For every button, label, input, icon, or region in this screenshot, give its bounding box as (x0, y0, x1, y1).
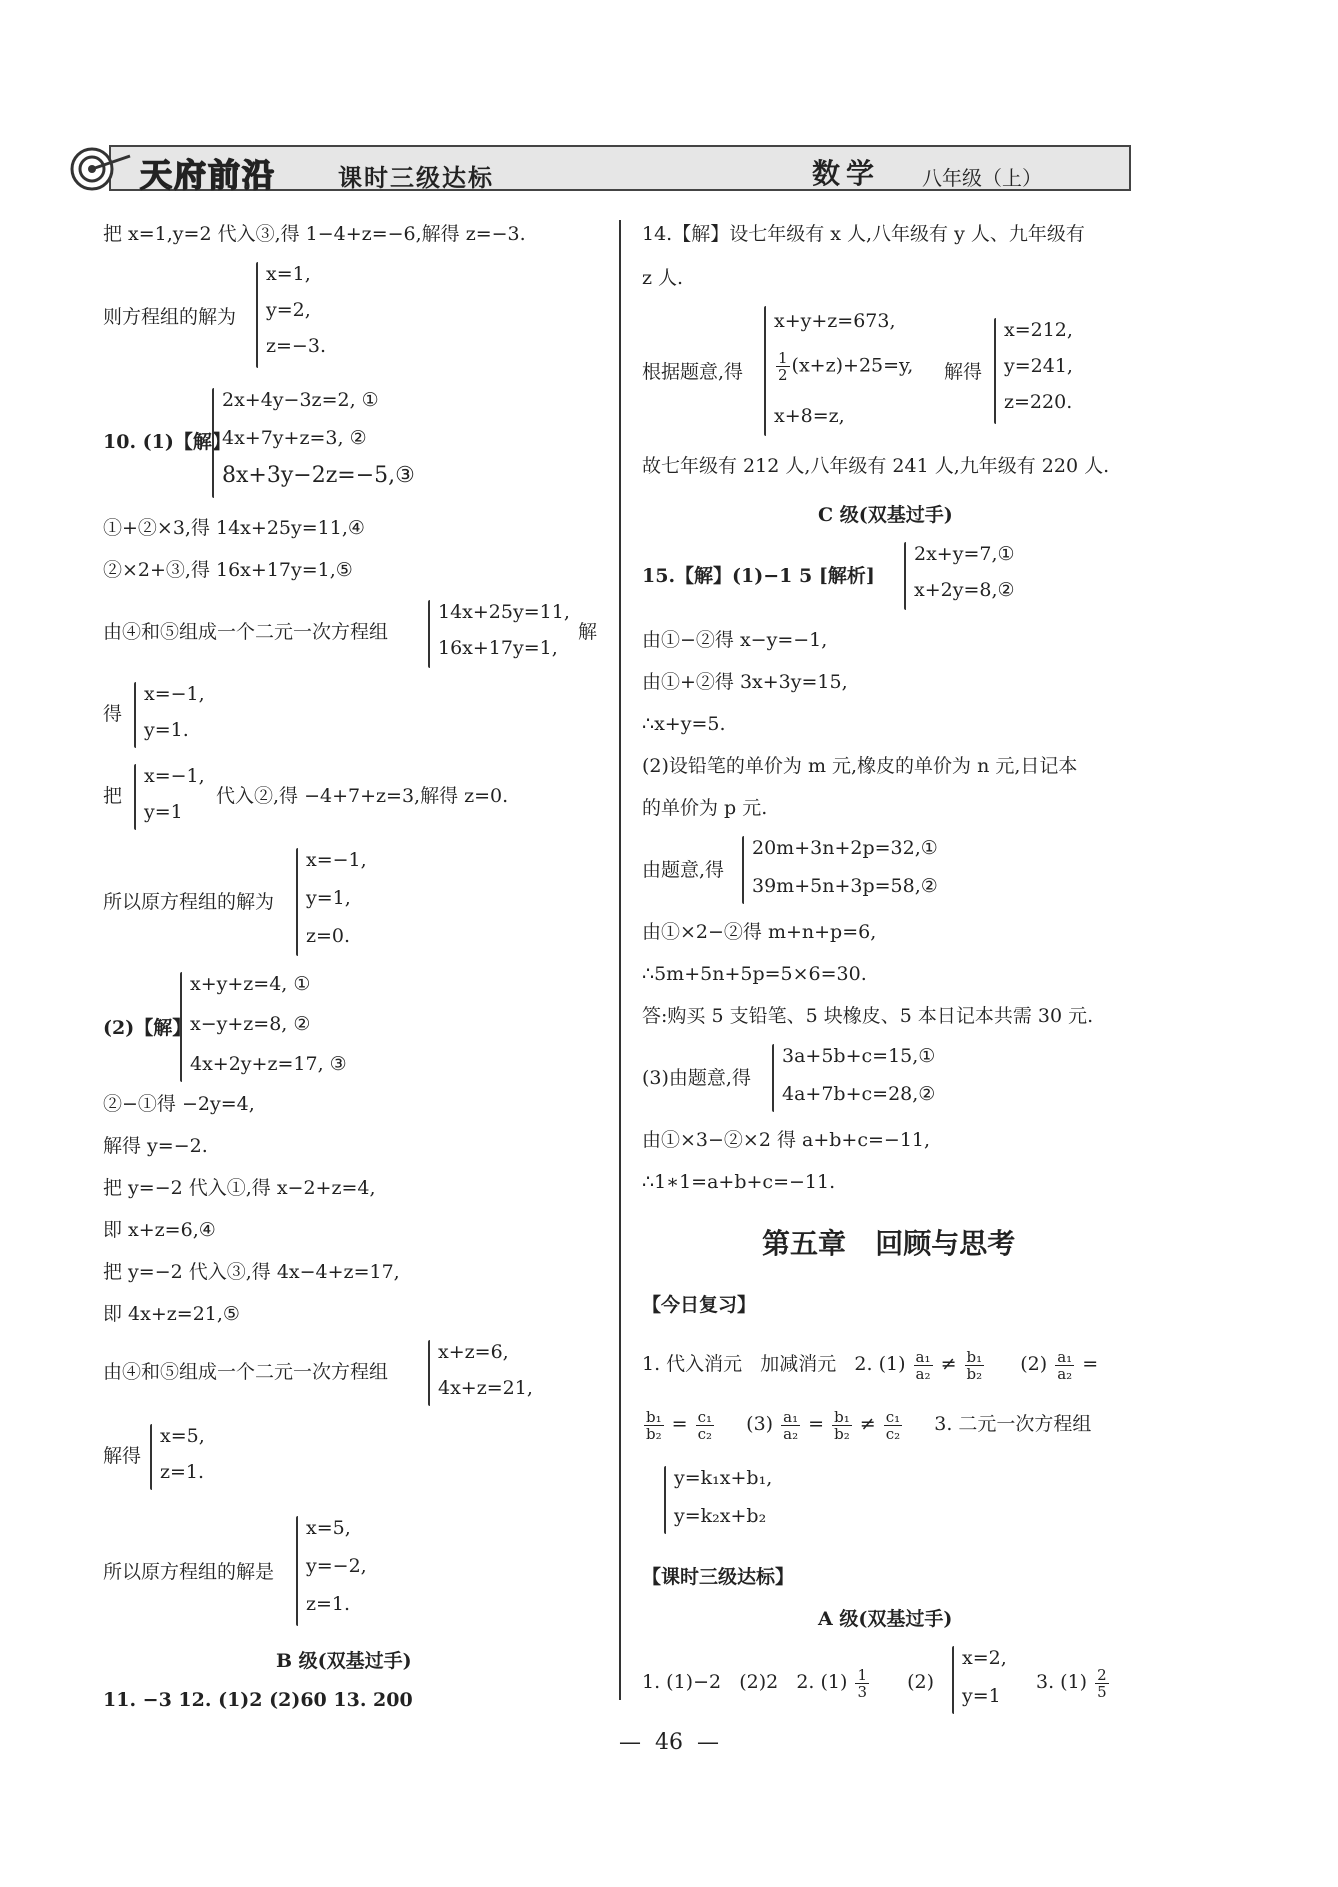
equation: y=1, (306, 887, 351, 909)
text-line: 即 x+z=6,④ (103, 1219, 216, 1241)
brace (134, 682, 136, 748)
equation-system (266, 262, 326, 370)
subject-title: 数学 (812, 157, 881, 190)
brace (150, 1424, 152, 1490)
review-line (642, 1344, 1098, 1384)
logo-text: 天府前沿 (140, 156, 277, 194)
target-logo-icon (72, 149, 112, 189)
equation-system (306, 1516, 367, 1630)
text-line: 由④和⑤组成一个二元一次方程组 (103, 621, 389, 643)
text-line: 故七年级有 212 人,八年级有 241 人,九年级有 220 人. (642, 455, 1110, 477)
equation: x+8=z, (774, 405, 845, 427)
text-line: ∴1∗1=a+b+c=−11. (642, 1171, 836, 1193)
fraction: $\frac{1}{3}$ (857, 1665, 868, 1701)
equation: x=−1, (144, 765, 205, 787)
text-line: ∴x+y=5. (642, 713, 726, 735)
equation: y=k₁x+b₁, (674, 1467, 773, 1489)
brace (904, 542, 906, 610)
review-text: 3. 二元一次方程组 (934, 1413, 1092, 1435)
equation: x+z=6, (438, 1341, 509, 1363)
answer-text: (2) (907, 1671, 935, 1693)
equation-system (190, 972, 347, 1092)
equation: 4x+z=21, (438, 1377, 533, 1399)
equation: 2x+y=7,① (914, 543, 1015, 565)
brace (772, 1044, 774, 1112)
equation: y=k₂x+b₂ (674, 1505, 767, 1527)
equation: x=1, (266, 263, 311, 285)
equation: z=220. (1004, 391, 1073, 413)
equation: y=1 (144, 801, 183, 823)
fraction: $\frac{\text{a₁}}{\text{a₂}}$ (783, 1407, 799, 1443)
text-line: ∴5m+5n+5p=5×6=30. (642, 963, 867, 985)
text-line: ②×2+③,得 16x+17y=1,⑤ (103, 559, 353, 581)
text-line: 解得 y=−2. (103, 1135, 208, 1157)
brace (134, 764, 136, 830)
answer-line (642, 1662, 934, 1702)
equation: 4x+7y+z=3, ② (222, 427, 367, 449)
equation: 20m+3n+2p=32,① (752, 837, 938, 859)
text-line: 解得 (944, 361, 983, 383)
question-label: (2)【解】 (103, 1017, 192, 1039)
equation-system (306, 848, 367, 962)
answer-text: 3. (1) (1036, 1671, 1088, 1693)
text-line: z 人. (642, 267, 684, 289)
fraction: $\frac{\text{a₁}}{\text{a₂}}$ (915, 1347, 931, 1383)
answer-line: 11. −3 12. (1)2 (2)60 13. 200 (103, 1689, 413, 1711)
answer-line (1036, 1662, 1111, 1702)
fraction: $\frac{\text{a₁}}{\text{a₂}}$ (1057, 1347, 1073, 1383)
equation: 16x+17y=1, (438, 637, 558, 659)
fraction: $\frac{\text{b₁}}{\text{b₂}}$ (646, 1407, 662, 1443)
fraction: $\frac{1}{2}$ (778, 349, 788, 384)
equation: 14x+25y=11, (438, 601, 570, 623)
brace (428, 600, 430, 668)
operator: ≠ (859, 1413, 876, 1435)
text-line: 答:购买 5 支铅笔、5 块橡皮、5 本日记本共需 30 元. (642, 1005, 1094, 1027)
text-line: 把 x=1,y=2 代入③,得 1−4+z=−6,解得 z=−3. (103, 223, 526, 245)
equation-system (438, 1340, 533, 1412)
grade-label: 八年级（上） (922, 166, 1042, 190)
fraction: $\frac{2}{5}$ (1097, 1665, 1107, 1701)
equation: x−y+z=8, ② (190, 1013, 311, 1035)
equation: 2x+4y−3z=2, ① (222, 389, 379, 411)
text-line: 由①×3−②×2 得 a+b+c=−11, (642, 1129, 931, 1151)
text-line: 由题意,得 (642, 859, 725, 881)
chapter-title: 第五章 回顾与思考 (762, 1227, 1016, 1260)
equation: z=1. (160, 1461, 205, 1483)
operator: = (808, 1413, 825, 1435)
equation: x=2, (962, 1647, 1007, 1669)
equation-system (144, 682, 205, 754)
fraction: $\frac{\text{c₁}}{\text{c₂}}$ (885, 1407, 901, 1443)
equation-system (774, 306, 913, 436)
review-line (642, 1404, 1091, 1444)
question-label: 10. (1)【解】 (103, 431, 231, 453)
text-line: (2)设铅笔的单价为 m 元,橡皮的单价为 n 元,日记本 (642, 755, 1078, 777)
equation: x+2y=8,② (914, 579, 1015, 601)
equation: 39m+5n+3p=58,② (752, 875, 938, 897)
equation-system (914, 542, 1015, 614)
text-line: 则方程组的解为 (103, 306, 237, 328)
text-line: 的单价为 p 元. (642, 797, 768, 819)
equation: x=−1, (306, 849, 367, 871)
series-name: 课时三级达标 (338, 164, 494, 192)
text-line: 根据题意,得 (642, 361, 744, 383)
text-line: 得 (103, 703, 123, 725)
brace (296, 848, 298, 956)
text-line: 由①−②得 x−y=−1, (642, 629, 828, 651)
equation: $\frac{1}{2}$ (x+z)+25=y, (778, 349, 914, 384)
equation-system (144, 764, 205, 836)
brace (296, 1516, 298, 1626)
equation: z=0. (306, 925, 351, 947)
equation: y=2, (266, 299, 311, 321)
equation-system (160, 1424, 205, 1496)
equation: y=241, (1004, 355, 1073, 377)
text-line: 14.【解】设七年级有 x 人,八年级有 y 人、九年级有 (642, 223, 1085, 245)
equation: x=212, (1004, 319, 1073, 341)
text-line: 由①×2−②得 m+n+p=6, (642, 921, 877, 943)
question-label: 15.【解】(1)−1 5 [解析] (642, 565, 875, 587)
equation: x=5, (160, 1425, 205, 1447)
section-heading: A 级(双基过手) (818, 1608, 953, 1630)
operator: ≠ (940, 1353, 957, 1375)
equation-system (1004, 318, 1073, 426)
fraction: $\frac{\text{b₁}}{\text{b₂}}$ (834, 1407, 850, 1443)
fraction: $\frac{\text{b₁}}{\text{b₂}}$ (966, 1347, 983, 1383)
brace (212, 388, 214, 498)
review-text: (3) (746, 1413, 774, 1435)
equation: x+y+z=4, ① (190, 973, 311, 995)
text-line: 代入②,得 −4+7+z=3,解得 z=0. (216, 785, 509, 807)
operator: = (671, 1413, 688, 1435)
review-text: 1. 代入消元 加减消元 2. (1) (642, 1353, 906, 1375)
text-line: (3)由题意,得 (642, 1067, 751, 1089)
answer-text: 1. (1)−2 (2)2 2. (1) (642, 1671, 848, 1693)
equation: 8x+3y−2z=−5,③ (222, 463, 415, 488)
brace (742, 836, 744, 904)
brace (952, 1646, 954, 1714)
fraction: $\frac{\text{c₁}}{\text{c₂}}$ (697, 1407, 713, 1443)
column-divider (619, 220, 621, 1700)
text-line: 所以原方程组的解为 (103, 891, 275, 913)
brace (994, 318, 996, 424)
equation: x+y+z=673, (774, 310, 896, 332)
section-heading: 【今日复习】 (642, 1294, 757, 1316)
brace (180, 972, 182, 1082)
text-line: ①+②×3,得 14x+25y=11,④ (103, 517, 365, 539)
text-line: 即 4x+z=21,⑤ (103, 1303, 240, 1325)
equation: y=1. (144, 719, 189, 741)
equation-system (962, 1646, 1007, 1722)
brace (664, 1466, 666, 1534)
text-line: ②−①得 −2y=4, (103, 1093, 255, 1115)
text-line: 解得 (103, 1445, 142, 1467)
equation-system (752, 836, 938, 912)
equation: x=5, (306, 1517, 351, 1539)
operator: = (1082, 1353, 1099, 1375)
section-heading: B 级(双基过手) (276, 1650, 412, 1672)
section-heading: C 级(双基过手) (818, 504, 953, 526)
equation: z=1. (306, 1593, 351, 1615)
equation: z=−3. (266, 335, 326, 357)
equation-system (438, 600, 570, 672)
page-header (70, 140, 1134, 198)
equation: y=−2, (306, 1555, 367, 1577)
equation-system (674, 1466, 772, 1542)
text-line: 把 y=−2 代入③,得 4x−4+z=17, (103, 1261, 400, 1283)
review-text: (2) (1020, 1353, 1048, 1375)
text-line: 所以原方程组的解是 (103, 1561, 275, 1583)
equation: 4x+2y+z=17, ③ (190, 1053, 347, 1075)
equation: x=−1, (144, 683, 205, 705)
brace (256, 262, 258, 368)
equation: 3a+5b+c=15,① (782, 1045, 936, 1067)
brace (764, 306, 766, 436)
equation: y=1 (962, 1685, 1001, 1707)
text-line: 把 (103, 785, 123, 807)
text-line: 由④和⑤组成一个二元一次方程组 (103, 1361, 389, 1383)
text-line: 把 y=−2 代入①,得 x−2+z=4, (103, 1177, 376, 1199)
brace (428, 1340, 430, 1406)
page-number: — 46 — (619, 1730, 719, 1755)
section-heading: 【课时三级达标】 (642, 1566, 795, 1588)
equation-system (782, 1044, 935, 1120)
text-line: 解 (578, 621, 598, 643)
text-line: 由①+②得 3x+3y=15, (642, 671, 848, 693)
equation: 4a+7b+c=28,② (782, 1083, 936, 1105)
equation-system (222, 388, 415, 502)
